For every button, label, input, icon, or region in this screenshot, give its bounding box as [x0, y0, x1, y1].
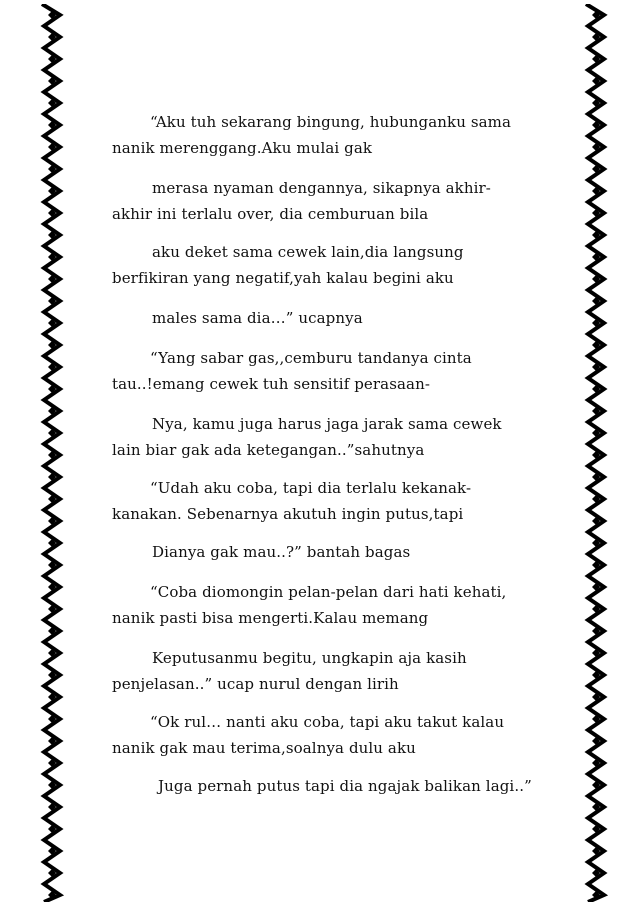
text-line: kanakan. Sebenarnya akutuh ingin putus,tapi: [112, 505, 464, 523]
text-line: Dianya gak mau..?” bantah bagas: [152, 543, 411, 561]
right-zigzag-border-icon: [582, 4, 610, 902]
text-line: “Ok rul… nanti aku coba, tapi aku takut kalau: [150, 713, 505, 731]
text-line: tau..!emang cewek tuh sensitif perasaan-: [112, 375, 431, 393]
text-line: “Coba diomongin pelan-pelan dari hati kehati,: [150, 583, 507, 601]
text-line: penjelasan..” ucap nurul dengan lirih: [112, 675, 399, 693]
text-line: nanik gak mau terima,soalnya dulu aku: [112, 739, 416, 757]
text-line: Keputusanmu begitu, ungkapin aja kasih: [152, 649, 467, 667]
text-line: “Aku tuh sekarang bingung, hubunganku sama: [150, 113, 512, 131]
text-line: Nya, kamu juga harus jaga jarak sama cewek: [152, 415, 502, 433]
left-zigzag-border-icon: [38, 4, 66, 902]
text-line: aku deket sama cewek lain,dia langsung: [152, 243, 464, 261]
text-line: akhir ini terlalu over, dia cemburuan bila: [112, 205, 429, 223]
text-line: “Udah aku coba, tapi dia terlalu kekanak-: [150, 479, 472, 497]
text-line: lain biar gak ada ketegangan..”sahutnya: [112, 441, 425, 459]
text-line: nanik merenggang.Aku mulai gak: [112, 139, 373, 157]
text-line: merasa nyaman dengannya, sikapnya akhir-: [152, 179, 491, 197]
text-line: nanik pasti bisa mengerti.Kalau memang: [112, 609, 429, 627]
text-line: “Yang sabar gas,,cemburu tandanya cinta: [150, 349, 472, 367]
text-line: males sama dia…” ucapnya: [152, 309, 363, 327]
text-line: Juga pernah putus tapi dia ngajak balikan lagi..”: [158, 777, 532, 795]
text-line: berfikiran yang negatif,yah kalau begini aku: [112, 269, 454, 287]
